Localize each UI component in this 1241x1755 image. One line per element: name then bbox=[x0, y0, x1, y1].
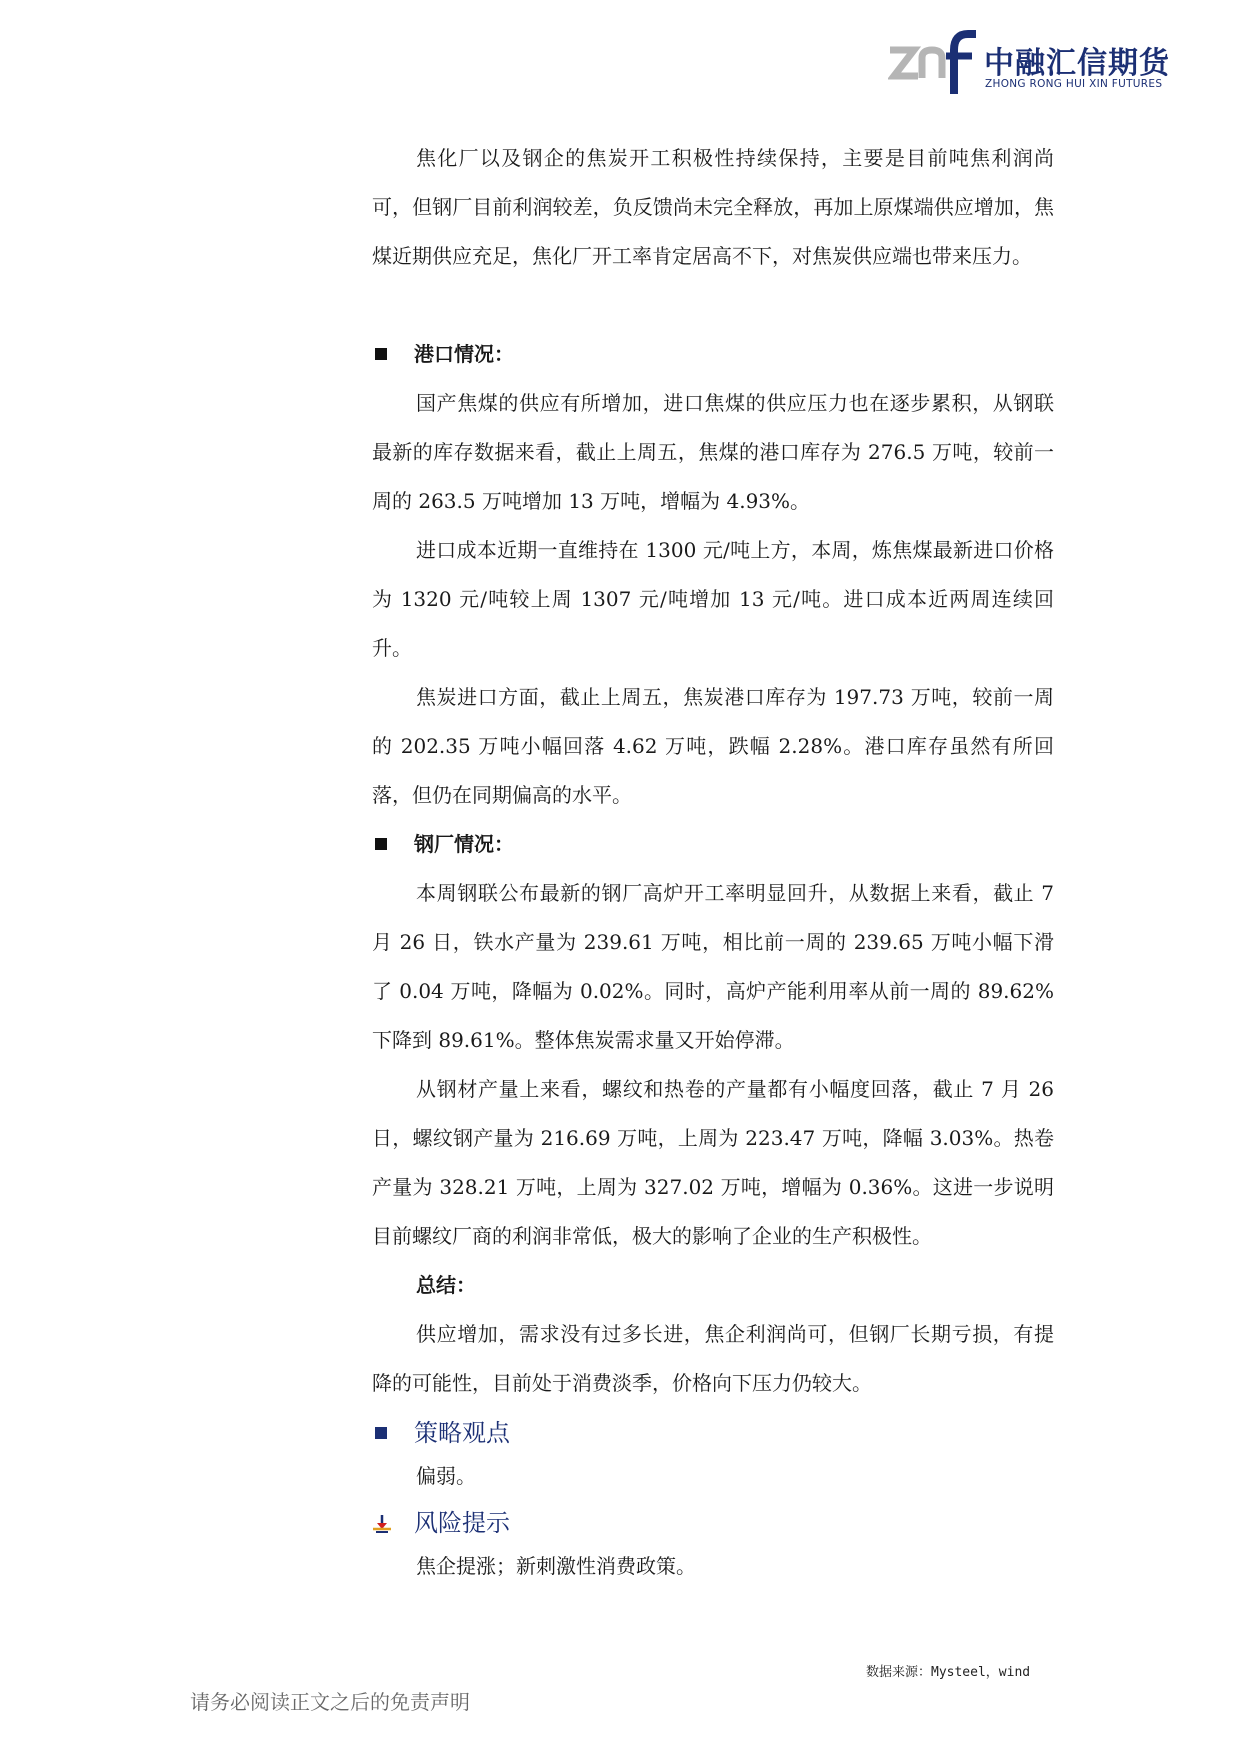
summary-heading: 总结： bbox=[416, 1273, 476, 1297]
znf-logo-mark bbox=[888, 28, 978, 98]
port-heading-text: 港口情况： bbox=[414, 342, 514, 366]
risk-section-heading bbox=[372, 1502, 1054, 1544]
disclaimer-footer: 请务必阅读正文之后的免责声明 bbox=[190, 1690, 470, 1714]
company-logo bbox=[888, 28, 1168, 98]
square-bullet-icon bbox=[375, 1427, 387, 1439]
steel-section-heading bbox=[372, 820, 1054, 869]
square-bullet-icon bbox=[375, 348, 387, 360]
port-section-heading bbox=[372, 330, 1054, 379]
square-bullet-icon bbox=[375, 838, 387, 850]
data-source-note: 数据来源：Mysteel，wind bbox=[866, 1665, 1031, 1680]
paragraph-import-cost: 进口成本近期一直维持在 1300 元/吨上方，本周，炼焦煤最新进口价格为 1320 元/吨较上周 1307 元/吨增加 13 元/吨。进口成本近两周连续回升。 bbox=[372, 538, 1054, 660]
paragraph-port-inventory: 国产焦煤的供应有所增加，进口焦煤的供应压力也在逐步累积，从钢联最新的库存数据来看，截止上周五，焦煤的港口库存为 276.5 万吨，较前一周的 263.5 万吨增加 13 万吨，增幅为 4.93%。 bbox=[372, 391, 1054, 513]
paragraph-coking-plants: 焦化厂以及钢企的焦炭开工积极性持续保持，主要是目前吨焦利润尚可，但钢厂目前利润较差，负反馈尚未完全释放，再加上原煤端供应增加，焦煤近期供应充足，焦化厂开工率肯定居高不下，对焦炭供应端也带来压力。 bbox=[372, 146, 1054, 268]
risk-heading-text: 风险提示 bbox=[414, 1509, 510, 1537]
strategy-heading-text: 策略观点 bbox=[414, 1419, 510, 1447]
steel-heading-text: 钢厂情况： bbox=[414, 832, 514, 856]
logo-chinese-name: 中融汇信期货 bbox=[984, 46, 1170, 81]
risk-text: 焦企提涨；新刺激性消费政策。 bbox=[416, 1554, 696, 1578]
paragraph-steel-output: 从钢材产量上来看，螺纹和热卷的产量都有小幅度回落，截止 7 月 26 日，螺纹钢产量为 216.69 万吨，上周为 223.47 万吨，降幅 3.03%。热卷产量为 328.21 万吨，上周为 327.02 万吨，增幅为 0.36%。这进一步说明目前螺纹厂商的利润非常低，极大的影响了企业的生产积极性。 bbox=[372, 1077, 1054, 1248]
spacer bbox=[372, 281, 1054, 330]
paragraph-coke-import: 焦炭进口方面，截止上周五，焦炭港口库存为 197.73 万吨，较前一周的 202.35 万吨小幅回落 4.62 万吨，跌幅 2.28%。港口库存虽然有所回落，但仍在同期偏高的水平。 bbox=[372, 685, 1054, 807]
logo-english-name: ZHONG RONG HUI XIN FUTURES bbox=[985, 78, 1163, 90]
strategy-text: 偏弱。 bbox=[416, 1464, 476, 1488]
paragraph-summary: 供应增加，需求没有过多长进，焦企利润尚可，但钢厂长期亏损，有提降的可能性，目前处于消费淡季，价格向下压力仍较大。 bbox=[372, 1322, 1054, 1395]
strategy-section-heading bbox=[372, 1412, 1054, 1454]
report-body bbox=[372, 134, 1054, 1588]
paragraph-blast-furnace: 本周钢联公布最新的钢厂高炉开工率明显回升，从数据上来看，截止 7 月 26 日，铁水产量为 239.61 万吨，相比前一周的 239.65 万吨小幅下滑了 0.04 万吨，降幅为 0.02%。同时，高炉产能利用率从前一周的 89.62%下降到 89.61%。整体焦炭需求量又开始停滞。 bbox=[372, 881, 1054, 1052]
arrow-bullet-icon bbox=[372, 1514, 392, 1534]
